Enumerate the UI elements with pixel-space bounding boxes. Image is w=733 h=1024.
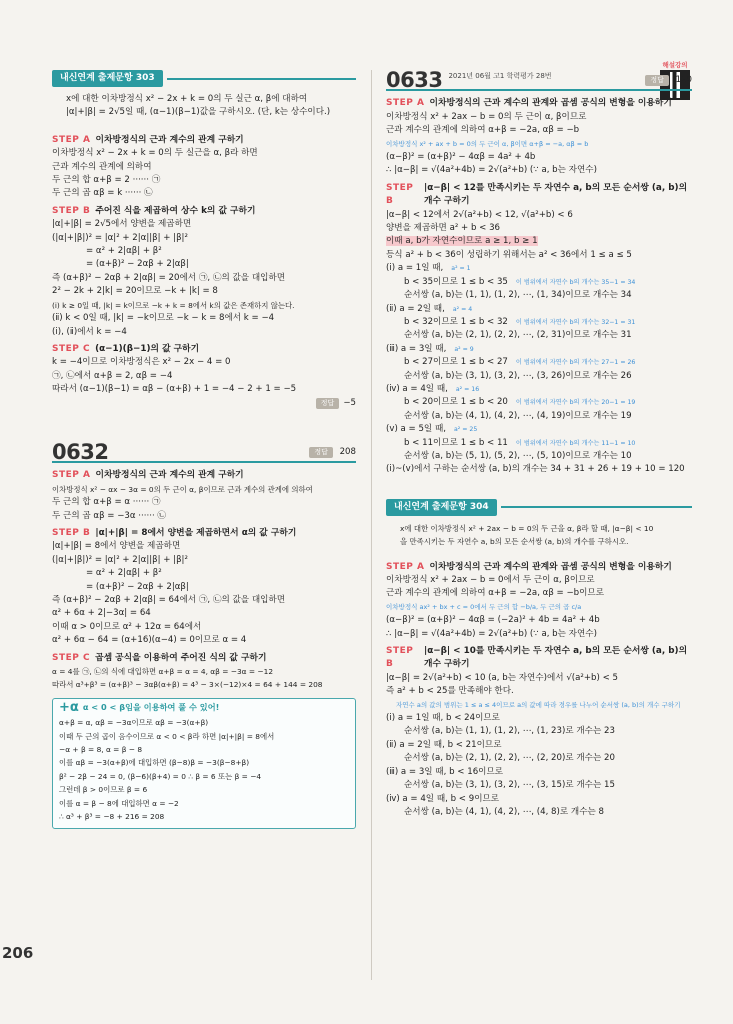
tip-title: α < 0 < β임을 이용하여 풀 수 있어! bbox=[82, 701, 220, 712]
step-b-heading bbox=[52, 527, 356, 540]
step-b-body bbox=[52, 218, 356, 339]
problem-line: x에 대한 이차방정식 x² + 2ax − b = 0의 두 근을 α, β라 할 때, |α−β| < 10 bbox=[400, 523, 654, 533]
case-head: (ⅱ) a = 2일 때, b < 21이므로 bbox=[386, 739, 502, 750]
step-a-body bbox=[52, 147, 356, 201]
case-cond-note: 이 범위에서 자연수 b의 개수는 20−1 = 19 bbox=[515, 399, 636, 407]
solution-line: 근과 계수의 관계에 의하여 α+β = −2a, αβ = −b이므로 bbox=[386, 588, 605, 599]
solution-line: 이때 α > 0이므로 α² + 12α = 64에서 bbox=[52, 621, 202, 632]
tip-line: ∴ α³ + β³ = −8 + 216 = 208 bbox=[59, 812, 165, 822]
problem-304-header bbox=[386, 499, 692, 516]
solution-line: 2² − 2k + 2|k| = 20이므로 −k + |k| = 8 bbox=[52, 286, 218, 297]
case-head: (ⅰ) a = 1일 때, b < 24이므로 bbox=[386, 713, 500, 724]
step-tag: STEP C bbox=[52, 652, 91, 663]
case-list bbox=[386, 262, 692, 477]
step-b-heading bbox=[52, 205, 356, 218]
case-list bbox=[386, 712, 692, 819]
problem-title bbox=[386, 68, 552, 92]
plus-alpha-icon: +α bbox=[59, 699, 79, 715]
case-note: a² = 9 bbox=[454, 345, 474, 353]
case-item bbox=[386, 343, 692, 383]
case-head: (ⅱ) a = 2일 때, bbox=[386, 303, 445, 314]
solution-line: ㉠, ㉡에서 α+β = 2, αβ = −4 bbox=[52, 370, 173, 381]
tip-line: 이를 α = β − 8에 대입하면 α = −2 bbox=[59, 798, 179, 808]
column-divider bbox=[371, 70, 372, 980]
step-tag: STEP B bbox=[52, 205, 91, 216]
case-cond: b < 27이므로 1 ≤ b < 27 bbox=[404, 357, 508, 368]
header-rule bbox=[167, 78, 356, 80]
solution-line: (|α|+|β|)² = |α|² + 2|α||β| + |β|² bbox=[52, 554, 188, 565]
step-title: 이차방정식의 근과 계수의 관계 구하기 bbox=[95, 134, 244, 145]
tip-line: 그런데 β > 0이므로 β = 6 bbox=[59, 785, 148, 795]
solution-line: (α−β)² = (α+β)² − 4αβ = (−2a)² + 4b = 4a² + 4b bbox=[386, 615, 600, 626]
step-title: 이차방정식의 근과 계수의 관계와 곱셈 공식의 변형을 이용하기 bbox=[429, 561, 672, 572]
step-title: 주어진 식을 제곱하여 상수 k의 값 구하기 bbox=[95, 205, 256, 216]
step-b-heading bbox=[386, 182, 692, 209]
solution-line: ∴ |α−β| = √(4a²+4b) = 2√(a²+b) (∵ a, b는 자연수) bbox=[386, 628, 597, 639]
hint-note: 자연수 a의 값의 범위는 1 ≤ a ≤ 4이므로 a의 값에 따라 경우를 나누어 순서쌍 (a, b)의 개수 구하기 bbox=[396, 700, 681, 709]
case-head: (ⅲ) a = 3일 때, b < 16이므로 bbox=[386, 766, 504, 777]
step-c-body bbox=[52, 356, 356, 410]
answer-tag: 정답 bbox=[645, 75, 669, 86]
answer-tag: 정답 bbox=[316, 398, 340, 409]
case-cond: b < 11이므로 1 ≤ b < 11 bbox=[404, 437, 508, 448]
step-a-body bbox=[386, 574, 692, 641]
step-a-heading bbox=[386, 561, 692, 574]
step-title: |α−β| < 10를 만족시키는 두 자연수 a, b의 모든 순서쌍 (a, b)의 개수 구하기 bbox=[423, 646, 688, 670]
solution-line: 이차방정식 x² − αx − 3α = 0의 두 근이 α, β이므로 근과 계수의 관계에 의하여 bbox=[52, 484, 313, 494]
alternative-tip-box bbox=[52, 698, 356, 829]
solution-line: 즉 (α+β)² − 2αβ + 2|αβ| = 64에서 ㉠, ㉡의 값을 대입하면 bbox=[52, 595, 286, 605]
solution-line: (ⅰ), (ⅱ)에서 k = −4 bbox=[52, 326, 127, 337]
hint-note: 이차방정식 ax² + bx + c = 0에서 두 근의 합 −b/a, 두 근의 곱 c/a bbox=[386, 602, 582, 611]
step-a-body bbox=[386, 111, 692, 178]
case-cond: b < 32이므로 1 ≤ b < 32 bbox=[404, 316, 508, 327]
case-item bbox=[386, 303, 692, 343]
step-a-heading bbox=[52, 134, 356, 147]
step-c-body bbox=[52, 665, 356, 692]
solution-line: α² + 6α − 64 = (α+16)(α−4) = 0이므로 α = 4 bbox=[52, 635, 247, 646]
case-item bbox=[386, 262, 692, 302]
problem-source: 2021년 06월 고1 학력평가 28번 bbox=[448, 72, 552, 80]
case-cond: b < 35이므로 1 ≤ b < 35 bbox=[404, 276, 508, 287]
answer-box bbox=[309, 446, 356, 459]
case-pairs: 순서쌍 (a, b)는 (2, 1), (2, 2), ⋯, (2, 31)이므로 개수는 31 bbox=[404, 330, 632, 341]
tip-line: −α + β = 8, α = β − 8 bbox=[59, 745, 143, 755]
case-item bbox=[386, 383, 692, 423]
case-item bbox=[386, 423, 692, 463]
case-head: (ⅳ) a = 4일 때, bbox=[386, 383, 448, 394]
step-title: 곱셈 공식을 이용하여 주어진 식의 값 구하기 bbox=[95, 652, 267, 663]
solution-line: ∴ |α−β| = √(4a²+4b) = 2√(a²+b) (∵ a, b는 자연수) bbox=[386, 165, 597, 176]
solution-line: 따라서 (α−1)(β−1) = αβ − (α+β) + 1 = −4 − 2 + 1 = −5 bbox=[52, 384, 297, 395]
problem-303-statement bbox=[52, 93, 356, 120]
conclusion-line: (ⅰ)~(ⅴ)에서 구하는 순서쌍 (a, b)의 개수는 34 + 31 + 26 + 19 + 10 = 120 bbox=[386, 464, 685, 475]
tip-line: α+β = α, αβ = −3α이므로 αβ = −3(α+β) bbox=[59, 718, 209, 728]
solution-line: 근과 계수의 관계에 의하여 bbox=[52, 161, 152, 172]
step-b-body bbox=[52, 540, 356, 647]
answer-value: 120 bbox=[675, 75, 692, 85]
step-a-heading bbox=[386, 97, 692, 110]
solution-line: 근과 계수의 관계에 의하여 α+β = −2a, αβ = −b bbox=[386, 125, 580, 136]
solution-line: α = 4를 ㉠, ㉡의 식에 대입하면 α+β = α = 4, αβ = −3α = −12 bbox=[52, 667, 274, 677]
solution-line: 따라서 α³+β³ = (α+β)³ − 3αβ(α+β) = 4³ − 3×(−12)×4 = 64 + 144 = 208 bbox=[52, 680, 323, 690]
case-pairs: 순서쌍 (a, b)는 (1, 1), (1, 2), ⋯, (1, 34)이므로 개수는 34 bbox=[404, 290, 632, 301]
step-tag: STEP A bbox=[52, 470, 91, 481]
solution-line: = α² + 2|αβ| + β² bbox=[86, 246, 162, 257]
page-number: 206 bbox=[2, 944, 34, 962]
problem-304-statement bbox=[386, 522, 692, 549]
case-head: (ⅰ) a = 1일 때, bbox=[386, 263, 444, 274]
solution-line: |α|+|β| = 2√5에서 양변을 제곱하면 bbox=[52, 219, 192, 230]
solution-line: k = −4이므로 이차방정식은 x² − 2x − 4 = 0 bbox=[52, 357, 231, 368]
case-pairs: 순서쌍 (a, b)는 (2, 1), (2, 2), ⋯, (2, 20)로 개수는 20 bbox=[404, 753, 615, 764]
problem-line: x에 대한 이차방정식 x² − 2x + k = 0의 두 실근 α, β에 대하여 bbox=[66, 94, 308, 104]
case-cond: b < 20이므로 1 ≤ b < 20 bbox=[404, 397, 508, 408]
step-a-body bbox=[52, 483, 356, 523]
solution-line: |α|+|β| = 8에서 양변을 제곱하면 bbox=[52, 541, 181, 552]
solution-line: = α² + 2|αβ| + β² bbox=[86, 568, 162, 579]
step-a-heading bbox=[52, 469, 356, 482]
header-rule bbox=[501, 506, 692, 508]
step-title: 이차방정식의 근과 계수의 관계 구하기 bbox=[95, 470, 244, 481]
solution-line: 이차방정식 x² + 2ax − b = 0의 두 근이 α, β이므로 bbox=[386, 111, 587, 122]
step-b-heading bbox=[386, 645, 692, 672]
solution-line: (α−β)² = (α+β)² − 4αβ = 4a² + 4b bbox=[386, 152, 536, 163]
case-pairs: 순서쌍 (a, b)는 (4, 1), (4, 2), ⋯, (4, 8)로 개수는 8 bbox=[404, 806, 604, 817]
solution-line: |α−β| = 2√(a²+b) < 10 (a, b는 자연수)에서 √(a²+b) < 5 bbox=[386, 672, 618, 683]
case-cond-note: 이 범위에서 자연수 b의 개수는 32−1 = 31 bbox=[515, 318, 636, 326]
solution-line: (ⅱ) k < 0일 때, |k| = −k이므로 −k − k = 8에서 k = −4 bbox=[52, 313, 275, 324]
case-pairs: 순서쌍 (a, b)는 (4, 1), (4, 2), ⋯, (4, 19)이므로 개수는 19 bbox=[404, 410, 632, 421]
highlighted-line: 이때 a, b가 자연수이므로 a ≥ 1, b ≥ 1 bbox=[386, 236, 538, 247]
solution-line: 즉 a² + b < 25를 만족해야 한다. bbox=[386, 686, 514, 697]
problem-303-header bbox=[52, 70, 356, 87]
problem-303-badge: 내신연계 출제문항 303 bbox=[52, 70, 163, 87]
problem-0633-header bbox=[386, 70, 692, 91]
case-note: a² = 16 bbox=[455, 385, 480, 393]
qr-label: 해설강의 bbox=[662, 61, 688, 69]
solution-line: = (α+β)² − 2αβ + 2|αβ| bbox=[86, 581, 189, 592]
case-pairs: 순서쌍 (a, b)는 (3, 1), (3, 2), ⋯, (3, 15)로 개수는 15 bbox=[404, 780, 615, 791]
solution-line: 등식 a² + b < 36이 성립하기 위해서는 a² < 36에서 1 ≤ a ≤ 5 bbox=[386, 249, 632, 260]
answer-value: −5 bbox=[343, 397, 356, 408]
right-column bbox=[386, 70, 692, 819]
problem-line: 을 만족시키는 두 자연수 a, b의 모든 순서쌍 (a, b)의 개수를 구하시오. bbox=[400, 537, 629, 547]
solution-line: = (α+β)² − 2αβ + 2|αβ| bbox=[86, 259, 189, 270]
left-column bbox=[52, 70, 356, 829]
tip-line: 이를 αβ = −3(α+β)에 대입하면 (β−8)β = −3(β−8+β) bbox=[59, 758, 250, 768]
case-pairs: 순서쌍 (a, b)는 (3, 1), (3, 2), ⋯, (3, 26)이므로 개수는 26 bbox=[404, 370, 632, 381]
step-title: (α−1)(β−1)의 값 구하기 bbox=[95, 343, 200, 354]
hint-note: 이차방정식 x² + ax + b = 0의 두 근이 α, β이면 α+β = −a, αβ = b bbox=[386, 139, 589, 148]
solution-line: 두 근의 합 α+β = 2 ······ ㉠ bbox=[52, 175, 161, 186]
case-head: (ⅴ) a = 5일 때, bbox=[386, 424, 446, 435]
solution-line: |α−β| < 12에서 2√(a²+b) < 12, √(a²+b) < 6 bbox=[386, 209, 573, 220]
step-tag: STEP A bbox=[386, 98, 425, 109]
tip-line: 이때 두 근의 곱이 음수이므로 α < 0 < β라 하면 |α|+|β| = 8에서 bbox=[59, 731, 275, 741]
problem-number: 0632 bbox=[52, 439, 109, 464]
answer-tag: 정답 bbox=[309, 447, 333, 458]
step-tag: STEP B bbox=[386, 182, 414, 207]
answer-row bbox=[52, 397, 356, 410]
case-cond-note: 이 범위에서 자연수 b의 개수는 35−1 = 34 bbox=[515, 278, 636, 286]
answer-box bbox=[645, 74, 692, 87]
case-pairs: 순서쌍 (a, b)는 (5, 1), (5, 2), ⋯, (5, 10)이므로 개수는 10 bbox=[404, 450, 632, 461]
tip-heading bbox=[59, 701, 349, 714]
problem-number: 0633 bbox=[386, 68, 443, 92]
tip-line: β² − 2β − 24 = 0, (β−6)(β+4) = 0 ∴ β = 6 또는 β = −4 bbox=[59, 771, 262, 781]
solution-line: 두 근의 합 α+β = α ······ ㉠ bbox=[52, 497, 161, 508]
step-b-body bbox=[386, 209, 692, 263]
step-title: |α−β| < 12를 만족시키는 두 자연수 a, b의 모든 순서쌍 (a, b)의 개수 구하기 bbox=[423, 182, 688, 207]
step-tag: STEP C bbox=[52, 343, 91, 354]
solution-line: 이차방정식 x² + 2ax − b = 0에서 두 근이 α, β이므로 bbox=[386, 575, 595, 585]
answer-value: 208 bbox=[339, 446, 356, 457]
step-tag: STEP A bbox=[52, 134, 91, 145]
solution-line: 즉 (α+β)² − 2αβ + 2|αβ| = 20에서 ㉠, ㉡의 값을 대입하면 bbox=[52, 272, 286, 283]
problem-0632-header bbox=[52, 439, 356, 464]
step-tag: STEP B bbox=[386, 646, 414, 670]
case-note: a² = 1 bbox=[451, 265, 471, 273]
step-title: 이차방정식의 근과 계수의 관계와 곱셈 공식의 변형을 이용하기 bbox=[429, 98, 672, 109]
case-cond-note: 이 범위에서 자연수 b의 개수는 11−1 = 10 bbox=[515, 439, 636, 447]
case-note: a² = 4 bbox=[452, 305, 473, 313]
solution-line: (ⅰ) k ≥ 0일 때, |k| = k이므로 −k + k = 8에서 k의 값은 존재하지 않는다. bbox=[52, 300, 295, 310]
solution-line: 양변을 제곱하면 a² + b < 36 bbox=[386, 223, 501, 234]
case-cond-note: 이 범위에서 자연수 b의 개수는 27−1 = 26 bbox=[515, 359, 636, 367]
case-pairs: 순서쌍 (a, b)는 (1, 1), (1, 2), ⋯, (1, 23)로 개수는 23 bbox=[404, 726, 615, 737]
case-head: (ⅲ) a = 3일 때, bbox=[386, 343, 447, 354]
step-tag: STEP A bbox=[386, 561, 425, 572]
solution-line: 이차방정식 x² − 2x + k = 0의 두 실근을 α, β라 하면 bbox=[52, 148, 258, 159]
case-head: (ⅳ) a = 4일 때, b < 9이므로 bbox=[386, 793, 500, 804]
solution-line: α² + 6α + 2|−3α| = 64 bbox=[52, 608, 151, 619]
problem-304-badge: 내신연계 출제문항 304 bbox=[386, 499, 497, 516]
solution-line: 두 근의 곱 αβ = k ······ ㉡ bbox=[52, 188, 153, 199]
problem-line: |α|+|β| = 2√5일 때, (α−1)(β−1)값을 구하시오. (단, k는 상수이다.) bbox=[66, 107, 331, 118]
step-b-body bbox=[386, 672, 692, 712]
step-title: |α|+|β| = 8에서 양변을 제곱하면서 α의 값 구하기 bbox=[95, 527, 297, 538]
step-tag: STEP B bbox=[52, 527, 91, 538]
step-c-heading bbox=[52, 343, 356, 356]
solution-line: (|α|+|β|)² = |α|² + 2|α||β| + |β|² bbox=[52, 232, 188, 243]
case-note: a² = 25 bbox=[454, 426, 478, 434]
step-c-heading bbox=[52, 652, 356, 665]
solution-line: 두 근의 곱 αβ = −3α ······ ㉡ bbox=[52, 510, 166, 521]
